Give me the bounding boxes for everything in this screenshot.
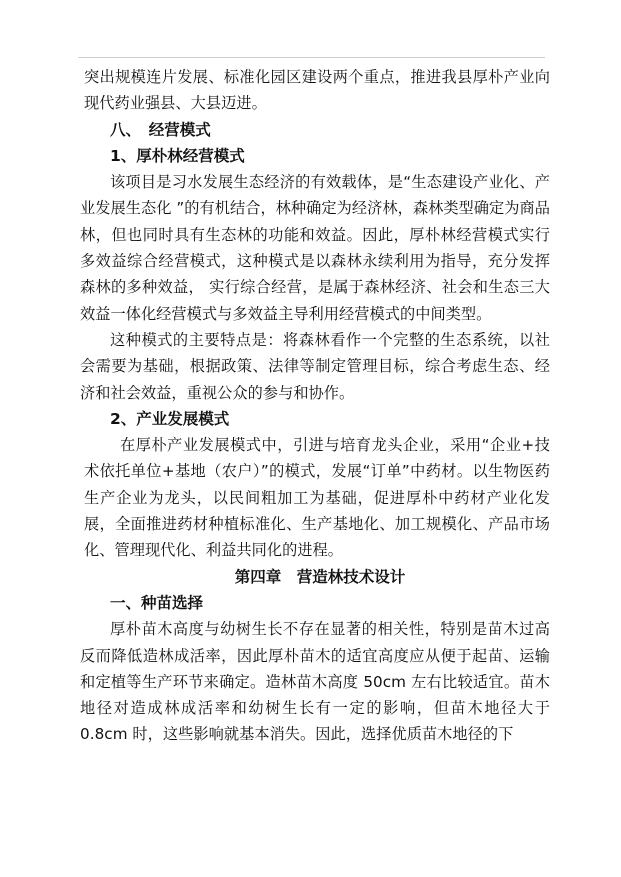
paragraph-forest-operation: 该项目是习水发展生态经济的有效载体，是“生态建设产业化、产业发展生态化 ”的有机结合，林种确定为经济林，森林类型确定为商品林，但也同时具有生态林的功能和效益。因此，厚朴林经营模式实行多效益综合经营模式，这种模式是以森林永续利用为指导，充分发挥森林的多种效益， 实行综合经营，是属于森林经济、社会和生态三大效益一体化经营模式与多效益主导利用经营模式的中间类型。 — [80, 173, 550, 323]
subheading-industry-development-mode: 2、产业发展模式 — [110, 409, 230, 428]
paragraph-continuation: 突出规模连片发展、标准化园区建设两个重点，推进我县厚朴产业向现代药业强县、大县迈进。 — [84, 68, 550, 113]
paragraph-industry-development: 在厚朴产业发展模式中，引进与培育龙头企业，采用“企业+技术依托单位+基地（农户）”的模式，发展“订单”中药材。以生物医药生产企业为龙头，以民间粗加工为基础，促进厚朴中药材产业化发展，全面推进药材种植标准化、生产基地化、加工规模化、产品市场化、管理现代化、利益共同化的进程。 — [84, 436, 550, 560]
header-rule — [78, 57, 545, 58]
document-page — [80, 64, 550, 748]
section-heading-operation-mode: 八、 经营模式 — [110, 120, 211, 139]
subheading-seedling-selection: 一、种苗选择 — [110, 593, 204, 612]
chapter-title: 第四章 营造林技术设计 — [234, 567, 406, 586]
subheading-forest-operation-mode: 1、厚朴林经营模式 — [110, 146, 245, 165]
paragraph-mode-features: 这种模式的主要特点是：将森林看作一个完整的生态系统，以社会需要为基础，根据政策、法律等制定管理目标，综合考虑生态、经济和社会效益，重视公众的参与和协作。 — [80, 330, 550, 402]
paragraph-seedling-selection: 厚朴苗木高度与幼树生长不存在显著的相关性，特别是苗木过高反而降低造林成活率，因此厚朴苗木的适宜高度应从便于起苗、运输和定植等生产环节来确定。造林苗木高度 50cm 左右比较适宜。苗木地径对造成林成活率和幼树生长有一定的影响，但苗木地径大于 0.8cm 时，这些影响就基本消失。因此，选择优质苗木地径的下 — [80, 620, 550, 744]
